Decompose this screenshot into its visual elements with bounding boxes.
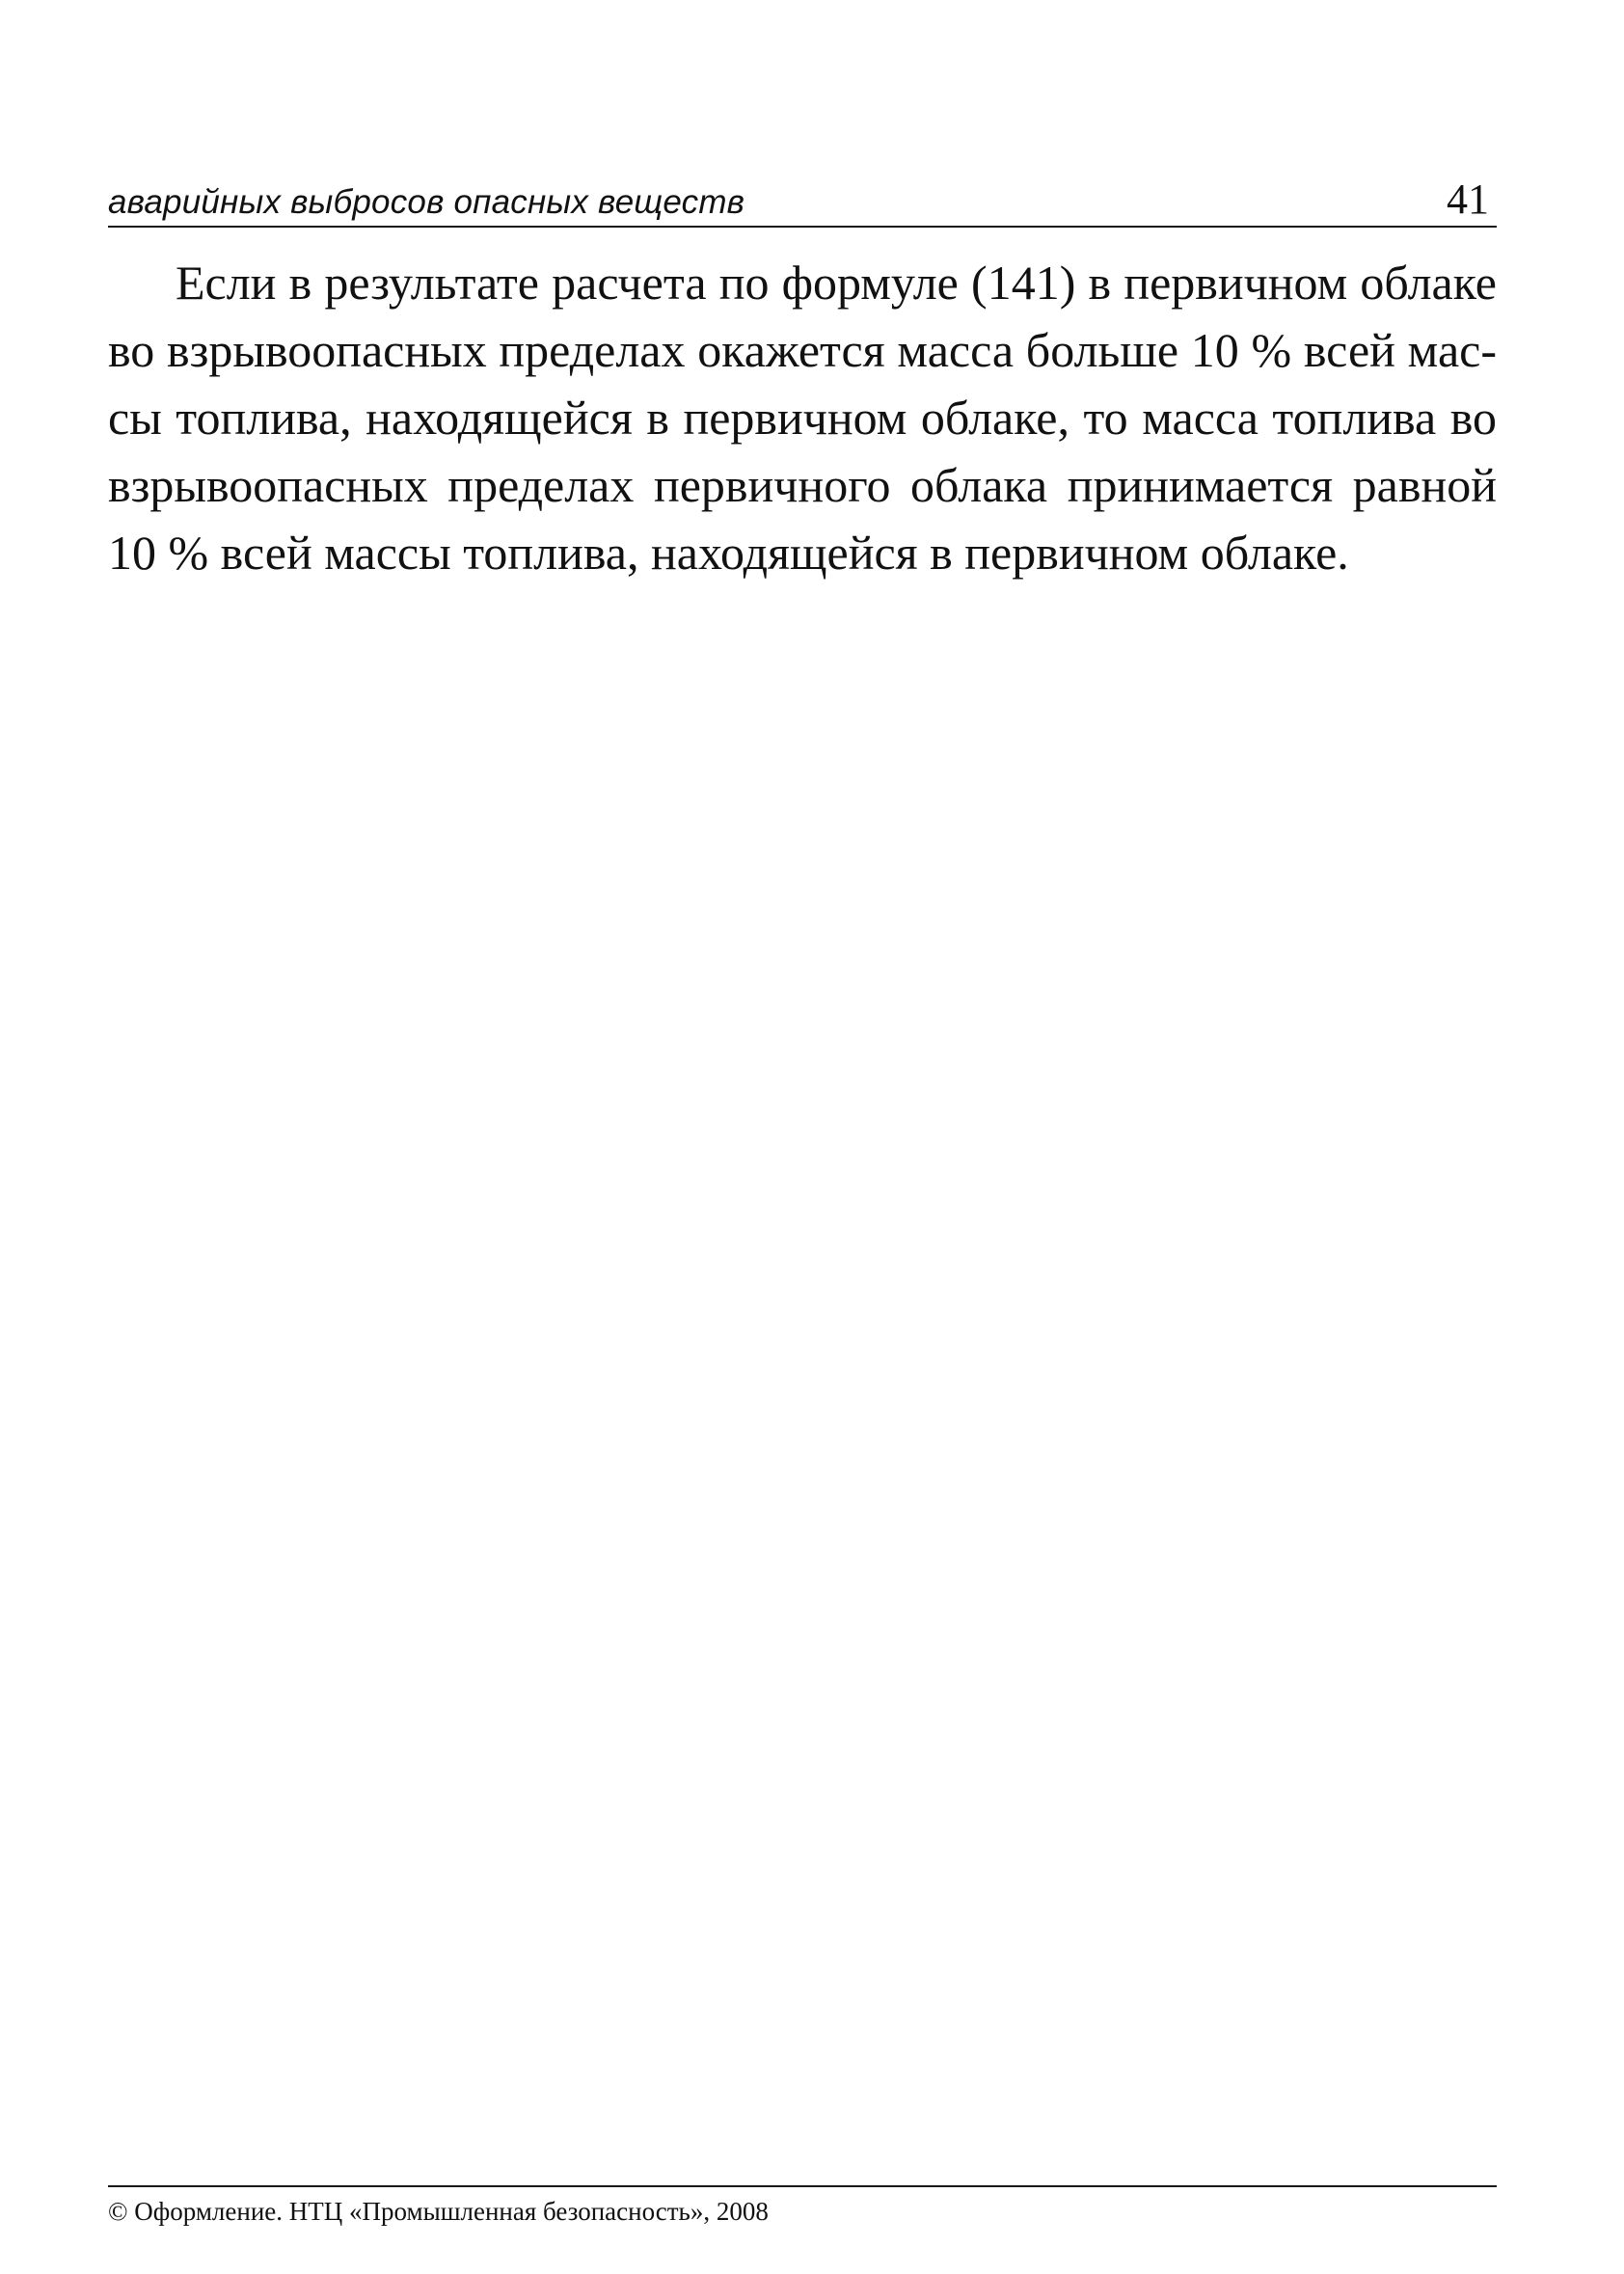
copyright-notice: © Оформление. НТЦ «Промышленная безопасность», 2008: [108, 2197, 769, 2226]
page-number: 41: [1447, 176, 1489, 223]
running-header-title: аварийных выбросов опасных веществ: [108, 183, 745, 221]
footer-divider: [108, 2185, 1497, 2187]
running-header: [108, 176, 1497, 228]
body-paragraph: Если в результате расчета по формуле (141) в первичном облаке во взрывоопасных пределах окажется масса больше 10 % всей массы топлива, находящейся в первичном облаке, то масса топлива во взрывоопасных пределах первичного облака принимается равной 10 % всей массы топлива, находящейся в первичном облаке.: [108, 256, 1497, 580]
